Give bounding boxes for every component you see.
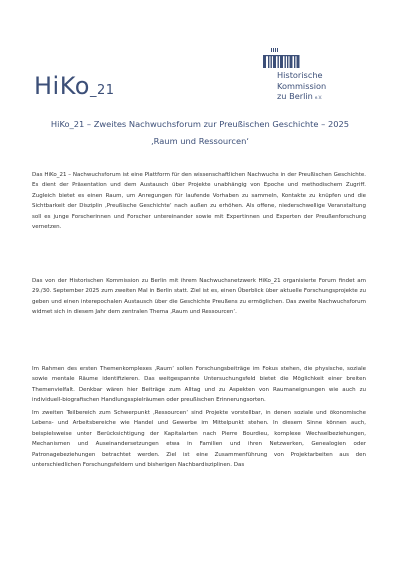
hiko-logo: [34, 72, 115, 100]
paragraph-1: Das HiKo_21 – Nachwuchsforum ist eine Plattform für den wissenschaftlichen Nachwuchs in der Preußischen Geschichte. Es dient der Präsentation und dem Austausch über Projekte unabhängig von Epoche und methodischem Zugriff. Zugleich bietet es einen Raum, um Anregungen für laufende Vorhaben zu sammeln, Kontakte zu knüpfen und die Sichtbarkeit der Disziplin ‚Preußische Geschichte‘ nach außen zu erhöhen. Als offene, niederschwellige Veranstaltung soll es junge Forscherinnen und Forscher untereinander sowie mit Expertinnen und Experten der Preußenforschung vernetzen.: [32, 172, 366, 231]
paragraph-3: Im Rahmen des ersten Themenkomplexes ‚Raum‘ sollen Forschungsbeiträge im Fokus stehen, die physische, soziale sowie mentale Räume identifizieren. Das weitgespannte Untersuchungsfeld bietet die Möglichkeit einer breiten Themenvielfalt. Denkbar wären hier Beiträge zum Alltag und zu Aspekten von Raumaneignungen wie auch zu individuell-biografischen Handlungsspielräumen oder preußischen Erinnerungsorten.: [32, 366, 366, 404]
hiko-logo-main: HiKo: [34, 72, 90, 100]
kommission-line-1: Historische: [277, 70, 323, 80]
paragraph-4: Im zweiten Teilbereich zum Schwerpunkt ‚Ressourcen‘ sind Projekte vorstellbar, in denen soziale und ökonomische Lebens- und Arbeitsbereiche wie Handel und Gewerbe im Mittelpunkt stehen. In diesem Sinne können auch, beispielsweise unter Berücksichtigung der Kapitalarten nach Pierre Bourdieu, komplexe Wechselbeziehungen, Mechanismen und Auseinandersetzungen etwa in Familien und ihren Netzwerken, Genealogien oder Patronagebeziehungen betrachtet werden. Ziel ist eine Zusammenführung von Projektarbeiten aus den unterschiedlichen Forschungsfeldern und bisherigen Nachbardisziplinen. Das: [32, 410, 366, 469]
kommission-line-3: zu Berlin: [277, 91, 313, 101]
kommission-emblem-icon: [260, 46, 320, 70]
paragraph-2: Das von der Historischen Kommission zu Berlin mit ihrem Nachwuchsnetzwerk HiKo_21 organisierte Forum findet am 29./30. September 2025 zum zweiten Mal in Berlin statt. Ziel ist es, einen Überblick über aktuelle Forschungsprojekte zu geben und einen interepochalen Austausch über die Geschichte Preußens zu ermöglichen. Das zweite Nachwuchsforum widmet sich in diesem Jahr dem zentralen Thema ‚Raum und Ressourcen‘.: [32, 278, 366, 316]
hiko-logo-sub: _21: [89, 83, 115, 98]
kommission-logo: [260, 46, 370, 106]
kommission-name: [277, 70, 326, 104]
document-subtitle: ‚Raum und Ressourcen‘: [151, 136, 249, 146]
kommission-ev: e.V.: [314, 95, 323, 100]
document-title: HiKo_21 – Zweites Nachwuchsforum zur Preußischen Geschichte – 2025: [50, 119, 350, 129]
kommission-line-2: Kommission: [277, 80, 327, 91]
